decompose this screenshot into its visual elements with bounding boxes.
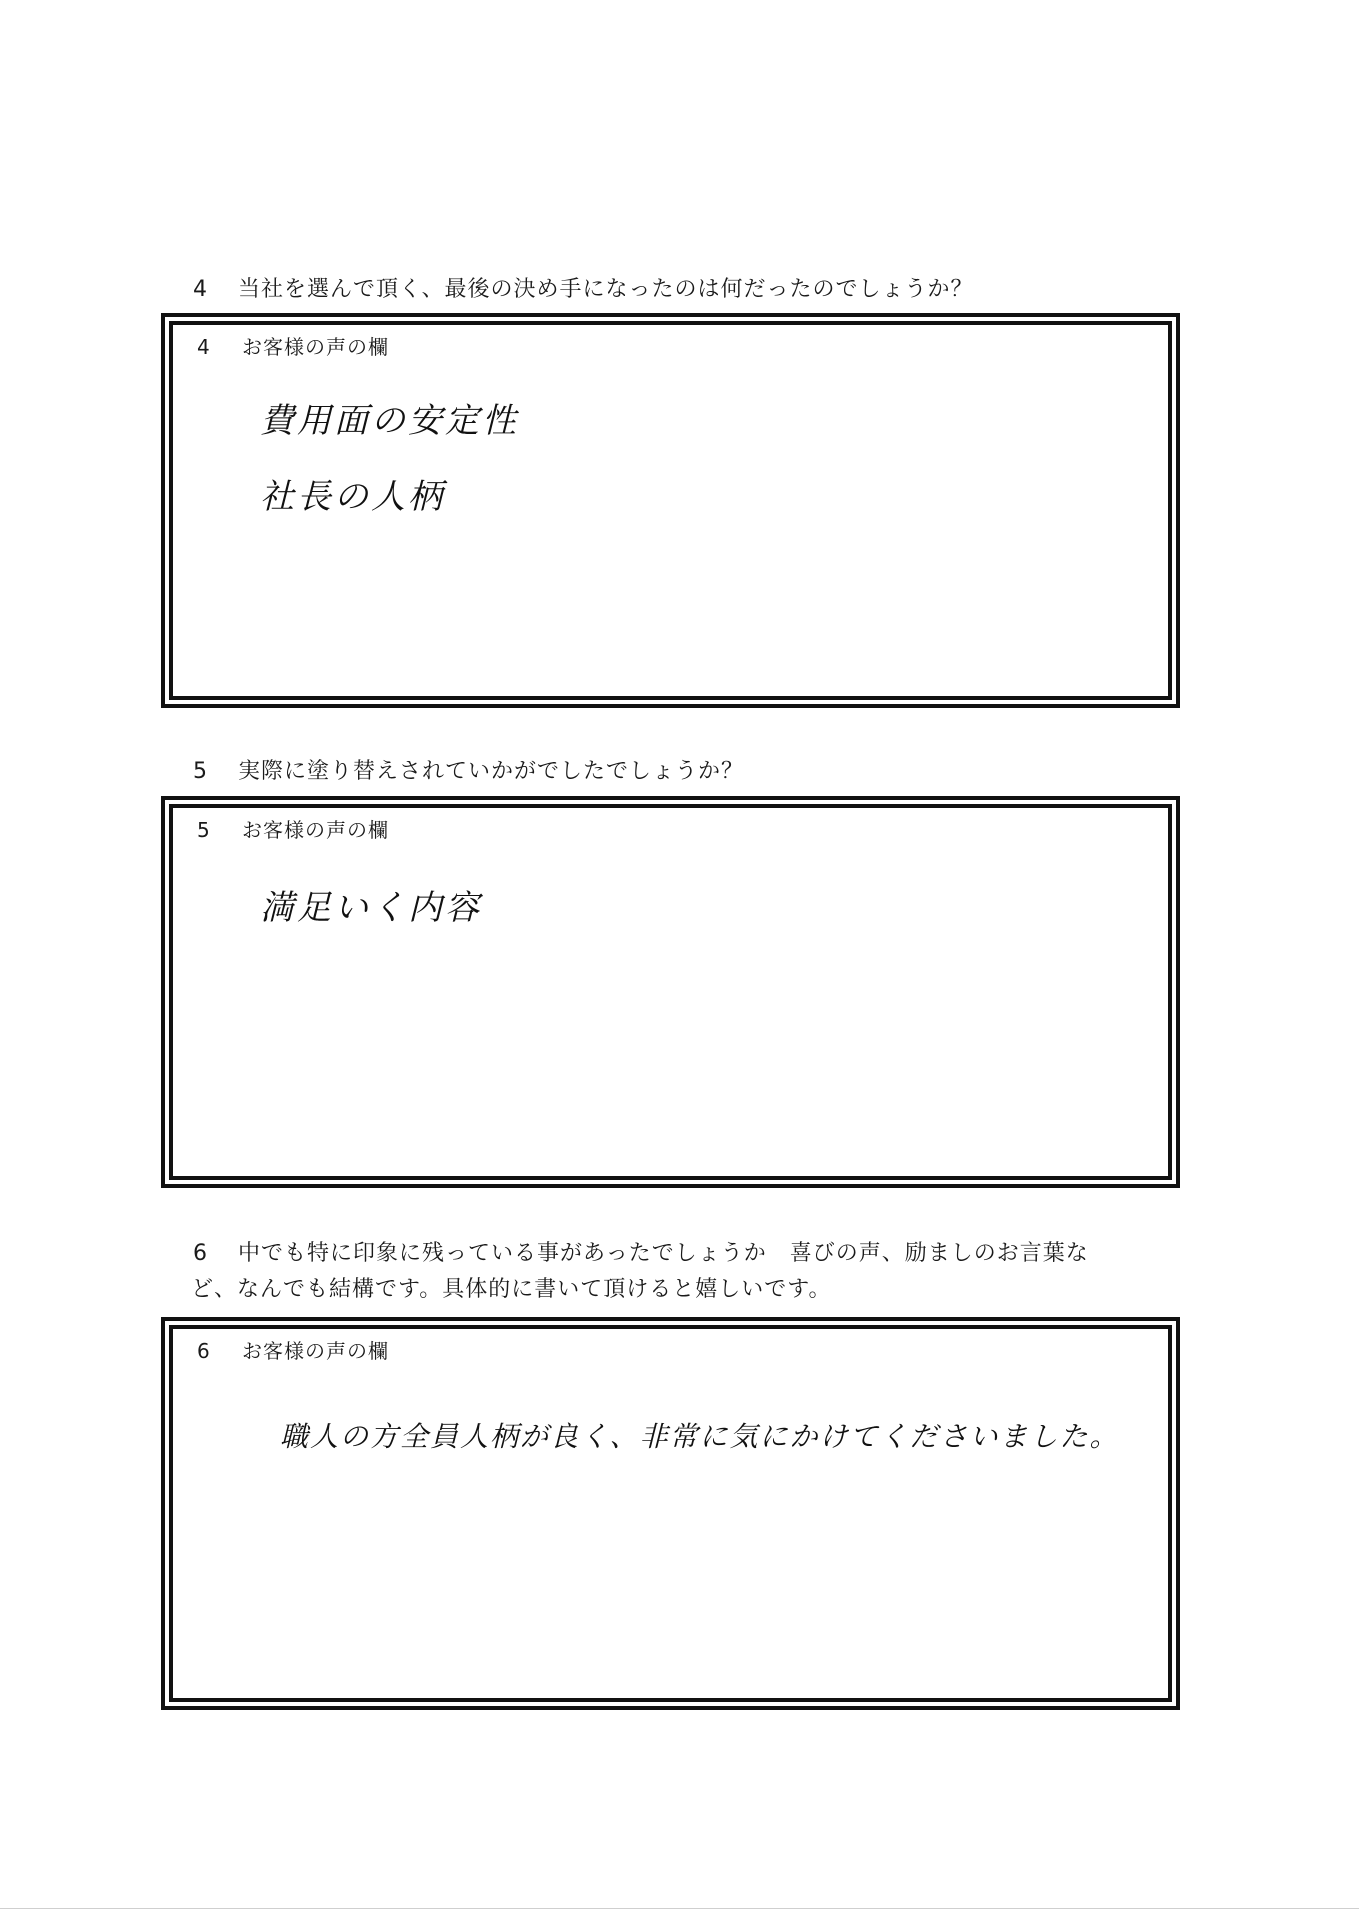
- question-6: [193, 1236, 1163, 1308]
- handwritten-answer-line-1: 満足いく内容: [260, 888, 482, 928]
- question-number: 6: [193, 1241, 208, 1266]
- answer-box-label: 5 お客様の声の欄: [197, 818, 389, 842]
- question-4: [193, 272, 974, 308]
- scan-edge-divider: [0, 1908, 1359, 1909]
- handwritten-answer-line-1: 費用面の安定性: [260, 401, 519, 441]
- question-number: 4: [193, 277, 208, 302]
- handwritten-answer-line-2: 社長の人柄: [260, 477, 445, 517]
- question-number: 5: [193, 759, 208, 784]
- question-text: 実際に塗り替えされていかがでしたでしょうか？: [238, 759, 745, 784]
- answer-box-4: [161, 313, 1180, 708]
- answer-box-5: [161, 796, 1180, 1188]
- answer-box-6: [161, 1317, 1180, 1710]
- question-text: 当社を選んで頂く、最後の決め手になったのは何だったのでしょうか？: [238, 277, 974, 302]
- question-text-line-1: 中でも特に印象に残っている事があったでしょうか 喜びの声、励ましのお言葉な: [238, 1241, 1089, 1266]
- question-5: [193, 754, 744, 790]
- handwritten-answer-line-1: 職人の方全員人柄が良く、非常に気にかけてくださいました。: [280, 1420, 1120, 1453]
- question-text-line-2: ど、なんでも結構です。具体的に書いて頂けると嬉しいです。: [191, 1277, 832, 1302]
- answer-box-label: 6 お客様の声の欄: [197, 1339, 389, 1363]
- answer-box-label: 4 お客様の声の欄: [197, 335, 389, 359]
